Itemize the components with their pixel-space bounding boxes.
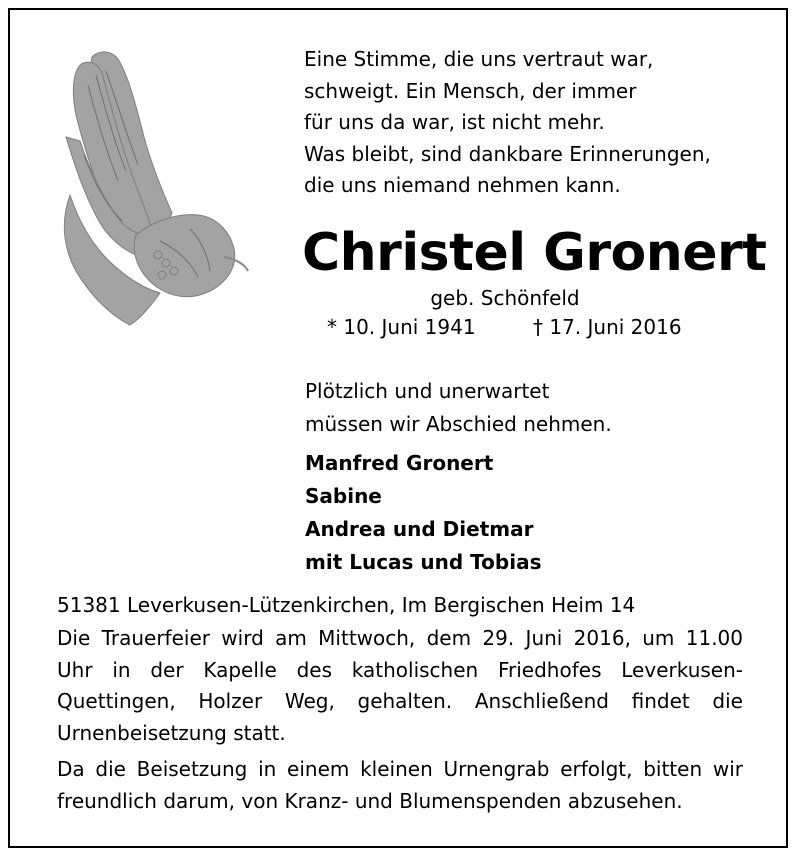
birth-date: * 10. Juni 1941 [327,315,476,339]
request-line: Da die Beisetzung in einem kleinen Urnengrab erfolgt, bitten wir [57,757,743,781]
farewell-line: Plötzlich und unerwartet [305,379,550,403]
poem-line: für uns da war, ist nicht mehr. [304,110,605,134]
family-member: Andrea und Dietmar [305,517,534,541]
deceased-name: Christel Gronert [302,223,767,283]
praying-hands-icon [40,45,250,330]
poem-line: schweigt. Ein Mensch, der immer [304,78,637,103]
donation-request [57,754,743,817]
family-member: Manfred Gronert [305,451,494,475]
farewell-text [305,375,612,441]
ceremony-line: Quettingen, Holzer Weg, gehalten. Anschließend findet die [57,689,743,713]
poem-line: die uns niemand nehmen kann. [304,173,621,197]
death-date: † 17. Juni 2016 [533,315,682,339]
family-member: Sabine [305,484,382,508]
family-address: 51381 Leverkusen-Lützenkirchen, Im Bergischen Heim 14 [57,593,636,617]
family-signatures [305,447,541,579]
poem-line: Was bleibt, sind dankbare Erinnerungen, [304,141,711,166]
memorial-poem [304,44,774,202]
born-name: geb. Schönfeld [430,286,580,310]
request-line: freundlich darum, von Kranz- und Blumenspenden abzusehen. [57,788,683,813]
family-member: mit Lucas und Tobias [305,550,542,574]
ceremony-line: Die Trauerfeier wird am Mittwoch, dem 29. Juni 2016, um 11.00 [57,626,743,650]
poem-line: Eine Stimme, die uns vertraut war, [304,47,654,71]
ceremony-notice [57,623,743,749]
ceremony-line: Uhr in der Kapelle des katholischen Friedhofes Leverkusen- [57,657,743,682]
farewell-line: müssen wir Abschied nehmen. [305,412,612,436]
ceremony-line: Urnenbeisetzung statt. [57,720,286,745]
